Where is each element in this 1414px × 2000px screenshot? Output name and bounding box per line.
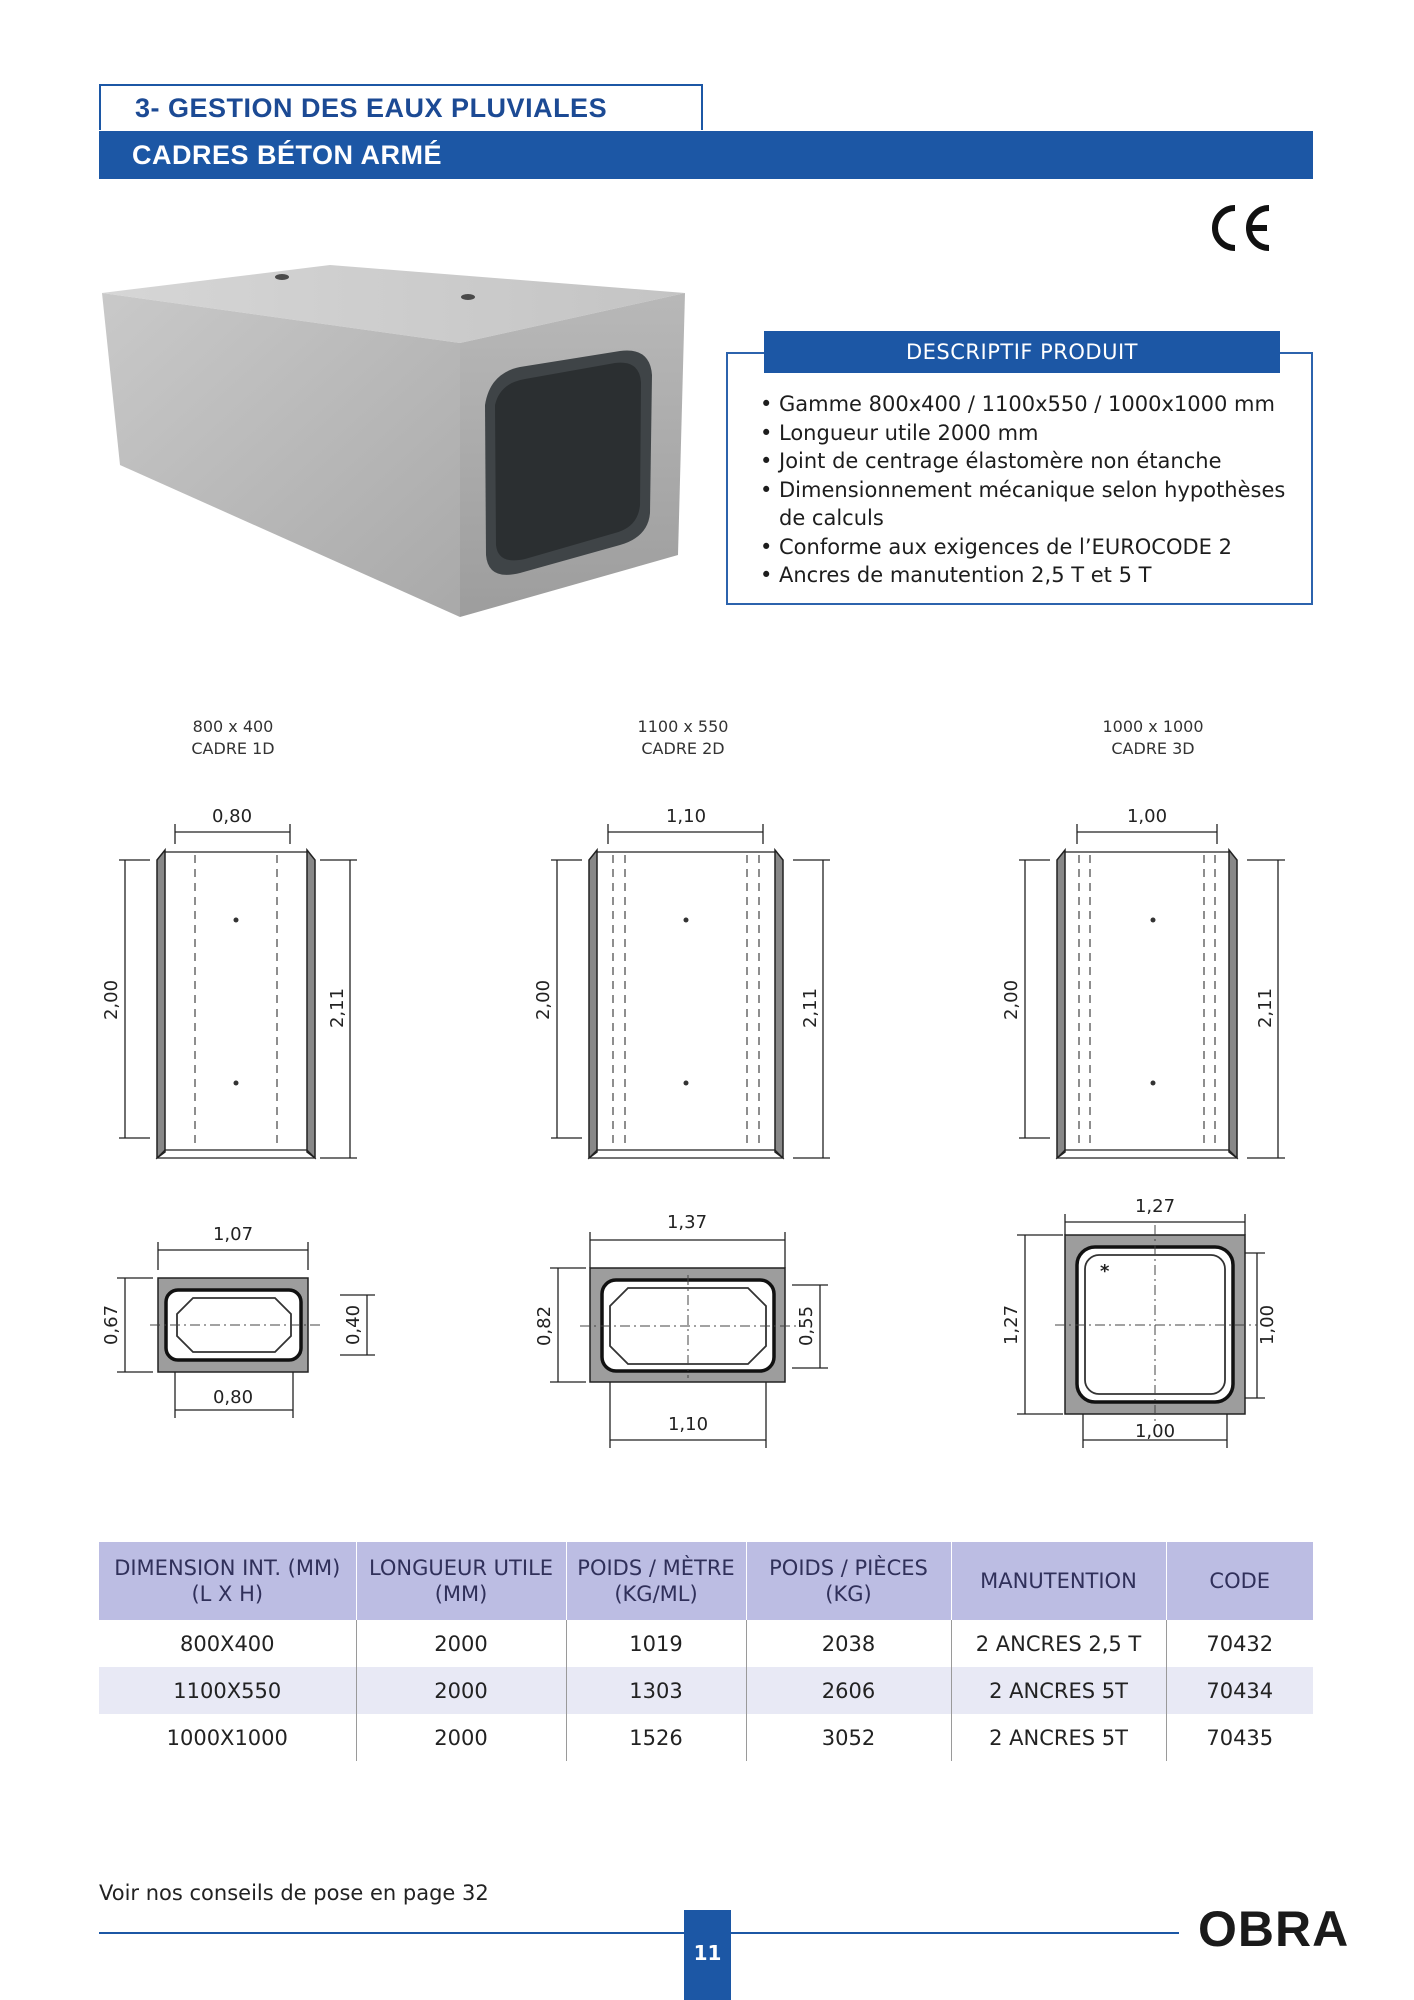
table-cell: 2 ANCRES 2,5 T [951, 1620, 1166, 1667]
marker-asterisk: * [1100, 1261, 1110, 1282]
drawing-caption-3d [1073, 716, 1233, 760]
descriptif-item: • Conforme aux exigences de l’EUROCODE 2 [760, 533, 1300, 562]
dim-plan-width: 0,80 [211, 806, 253, 827]
table-cell: 1100X550 [99, 1667, 356, 1714]
descriptif-item: • Dimensionnement mécanique selon hypothèses de calculs [760, 476, 1300, 533]
col-header-length: LONGUEUR UTILE (MM) [356, 1542, 566, 1620]
dim-outer-width: 1,07 [212, 1224, 254, 1245]
table-cell: 1000X1000 [99, 1714, 356, 1761]
table-cell: 2000 [356, 1714, 566, 1761]
table-header-row [99, 1542, 1313, 1620]
dim-outer-width: 1,37 [666, 1212, 708, 1233]
col-header-weight-meter: POIDS / MÈTRE (KG/ML) [566, 1542, 746, 1620]
table-cell: 2606 [746, 1667, 951, 1714]
dim-inner-width: 0,80 [212, 1387, 254, 1408]
table-cell: 2 ANCRES 5T [951, 1714, 1166, 1761]
table-cell: 2038 [746, 1620, 951, 1667]
plan-view-3d [995, 800, 1295, 1170]
dim-plan-width: 1,10 [665, 806, 707, 827]
col-header-code: CODE [1166, 1542, 1313, 1620]
col-header-weight-piece: POIDS / PIÈCES (KG) [746, 1542, 951, 1620]
table-cell: 2000 [356, 1667, 566, 1714]
dim-inner-height: 1,00 [1257, 1304, 1278, 1346]
dim-length: 2,00 [1001, 979, 1022, 1021]
drawing-caption-2d [603, 716, 763, 760]
dim-length-total: 2,11 [1255, 987, 1276, 1029]
table-cell: 70435 [1206, 1725, 1274, 1750]
table-cell: 1303 [566, 1667, 746, 1714]
dim-length-total: 2,11 [327, 987, 348, 1029]
descriptif-list [760, 390, 1300, 590]
table-cell: 800X400 [99, 1620, 356, 1667]
dim-inner-height: 0,55 [796, 1305, 817, 1347]
table-cell: 2 ANCRES 5T [951, 1667, 1166, 1714]
table-row [99, 1667, 1313, 1714]
table-row [99, 1714, 1313, 1761]
product-table [99, 1542, 1313, 1761]
drawing-size: 1000 x 1000 [1102, 717, 1204, 736]
dim-inner-width: 1,10 [667, 1414, 709, 1435]
obra-logo: OBRA [1198, 1901, 1350, 1957]
dim-plan-width: 1,00 [1126, 806, 1168, 827]
drawing-name: CADRE 2D [641, 739, 725, 758]
table-cell: 1526 [566, 1714, 746, 1761]
product-photo-concrete-box [100, 255, 685, 620]
section-title: 3- GESTION DES EAUX PLUVIALES [99, 84, 703, 130]
plan-view-2d [525, 800, 845, 1170]
footer-note: Voir nos conseils de pose en page 32 [99, 1881, 489, 1905]
dim-outer-height: 1,27 [1001, 1304, 1022, 1346]
col-header-handling: MANUTENTION [951, 1542, 1166, 1620]
plan-view-1d [95, 800, 365, 1170]
drawing-caption-1d [153, 716, 313, 760]
dim-outer-width: 1,27 [1134, 1196, 1176, 1217]
descriptif-item: • Ancres de manutention 2,5 T et 5 T [760, 561, 1300, 590]
dim-inner-width: 1,00 [1134, 1421, 1176, 1442]
table-cell: 3052 [746, 1714, 951, 1761]
page-number: 11 [684, 1910, 731, 2000]
dim-length: 2,00 [533, 979, 554, 1021]
section-view-1d [95, 1210, 395, 1440]
descriptif-item: • Longueur utile 2000 mm [760, 419, 1300, 448]
footer-divider [99, 1932, 1179, 1934]
product-band-title: CADRES BÉTON ARMÉ [99, 131, 1313, 179]
drawing-name: CADRE 1D [191, 739, 275, 758]
dim-inner-height: 0,40 [343, 1304, 364, 1346]
drawing-size: 800 x 400 [192, 717, 274, 736]
col-header-dimension: DIMENSION INT. (MM) (L X H) [99, 1542, 356, 1620]
table-row [99, 1620, 1313, 1667]
dim-outer-height: 0,82 [534, 1305, 555, 1347]
descriptif-item: • Gamme 800x400 / 1100x550 / 1000x1000 mm [760, 390, 1300, 419]
drawing-size: 1100 x 550 [637, 717, 729, 736]
dim-length-total: 2,11 [800, 987, 821, 1029]
drawing-name: CADRE 3D [1111, 739, 1195, 758]
table-cell: 70432 [1206, 1631, 1274, 1656]
ce-mark-icon [1207, 200, 1273, 256]
descriptif-item: • Joint de centrage élastomère non étanche [760, 447, 1300, 476]
table-cell: 1019 [566, 1620, 746, 1667]
section-view-3d [995, 1190, 1295, 1460]
section-view-2d [530, 1200, 850, 1450]
descriptif-heading: DESCRIPTIF PRODUIT [764, 331, 1280, 373]
table-cell: 70434 [1166, 1667, 1313, 1714]
table-cell: 2000 [356, 1620, 566, 1667]
dim-length: 2,00 [101, 979, 122, 1021]
dim-outer-height: 0,67 [101, 1304, 122, 1346]
